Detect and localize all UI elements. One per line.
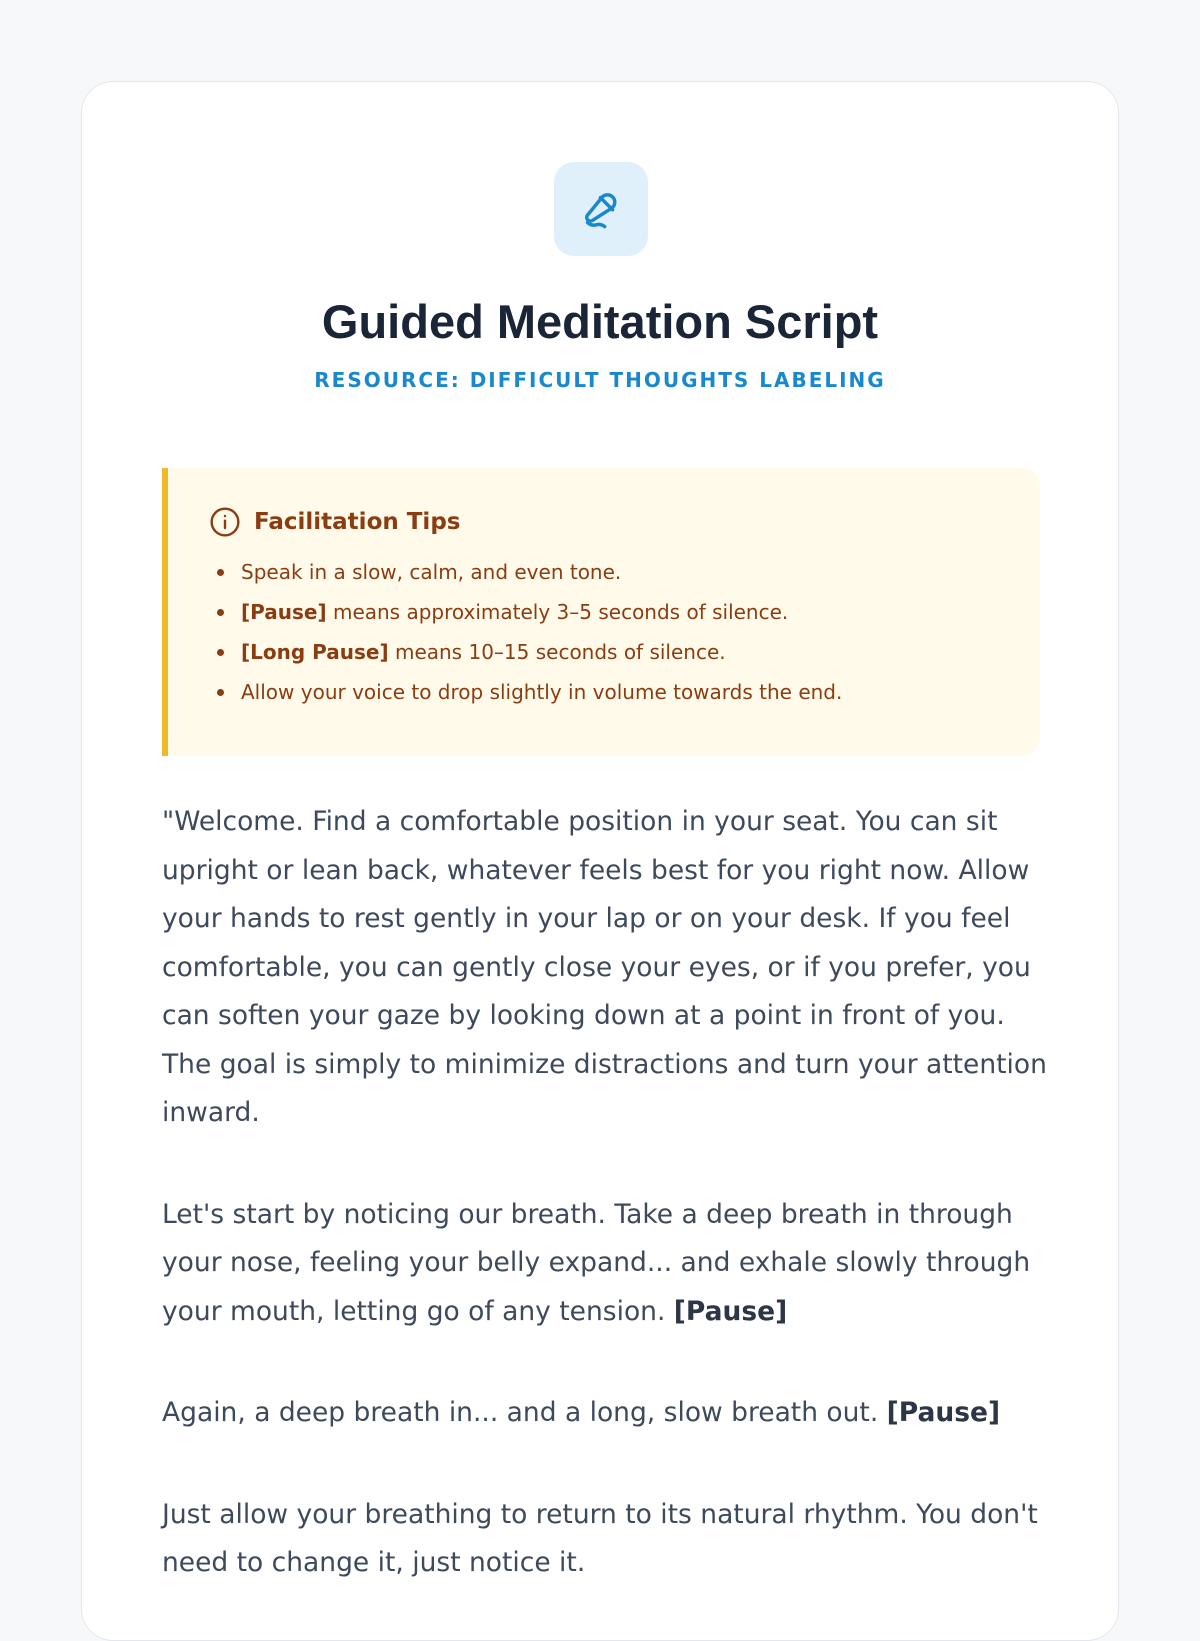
script-paragraph (162, 1191, 1062, 1337)
pause-cue: [Pause] (673, 1295, 788, 1327)
script-paragraph (162, 798, 1062, 1138)
script-text: Just allow your breathing to return to its natural rhythm. You don't need to change it, just notice it. (162, 1498, 1038, 1578)
pause-cue: [Pause] (886, 1397, 1001, 1428)
tips-header (209, 506, 460, 538)
page-subtitle: RESOURCE: DIFFICULT THOUGHTS LABELING (314, 368, 886, 392)
tip-item (205, 672, 842, 712)
info-icon (209, 506, 241, 538)
script-text: Again, a deep breath in... and a long, slow breath out. (162, 1397, 887, 1428)
tip-text: Allow your voice to drop slightly in volume towards the end. (241, 680, 843, 704)
script-paragraph (162, 1491, 1062, 1588)
script-text: "Welcome. Find a comfortable position in your seat. You can sit upright or lean back, whatever feels best for you right now. Allow your hands to rest gently in your lap or on your desk. If you feel comfortable, you can gently close your eyes, or if you prefer, you can soften your gaze by looking down at a point in front of you. The goal is simply to minimize distractions and turn your attention inward. (162, 806, 1047, 1128)
tip-item (205, 592, 842, 632)
script-paragraph (162, 1389, 1062, 1438)
script-text: Let's start by noticing our breath. Take a deep breath in through your nose, feeling your belly expand... and exhale slowly through your mouth, letting go of any tension. (162, 1198, 1031, 1327)
microphone-icon-tile (554, 162, 648, 256)
tip-item (205, 552, 842, 592)
facilitation-tips-box (162, 468, 1040, 756)
tip-keyword: [Long Pause] (241, 640, 389, 664)
tip-text: means approximately 3–5 seconds of silence. (326, 600, 789, 624)
tips-title: Facilitation Tips (254, 509, 461, 535)
tip-text: means 10–15 seconds of silence. (388, 640, 726, 664)
tip-item (205, 632, 842, 672)
script-card (81, 81, 1119, 1641)
page-title: Guided Meditation Script (321, 295, 879, 348)
script-body (162, 798, 1062, 1641)
tip-text: Speak in a slow, calm, and even tone. (241, 560, 622, 584)
microphone-icon (579, 187, 623, 231)
tip-keyword: [Pause] (241, 600, 327, 624)
tips-list (205, 552, 842, 712)
